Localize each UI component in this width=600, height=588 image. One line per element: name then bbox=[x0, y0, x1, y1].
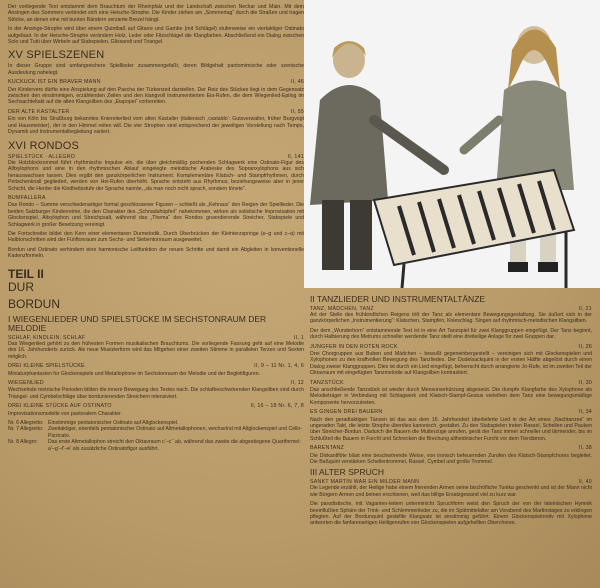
item-text: Drei Chorgruppen aus Buben und Mädchen – bewußt gegeneinbergestellt – vereinigen sich mit Glockenspielen und Xylophonen zu den kraftvollen Bewegung des Tanzliedes. Der Dudelsackquint in der ersten Hälfte abgelöst durch einen Dialog zweier Klanggruppen. Dies ist durch ein Lied eingefügt, beherrscht durch arrangierte Jo-Rufe, ist im zweiten Teil der Oktavraum mit eingefügten Tanzmelodie auf Klangsilben kontrastiert. bbox=[310, 350, 592, 377]
intro-paragraph-2: In der Ansinge-Strophe wird über einem Quintbaß auf Gitarre und Gambe (mit Schlägel) stufenweise ein viertaktiger Ostinato aufgebaut. In der Heische-Strophe verändern Holz, Leder oder Fitzschlägel die Klangfarben. Abschließend ein Dialog zwischen Solo und Tutti über Wirbeln auf Stabspielen, Glissandi und Triangel. bbox=[8, 26, 304, 46]
item-number: II, 21 bbox=[578, 305, 592, 312]
section-title-iii: III ALTER SPRUCH bbox=[310, 467, 384, 478]
item-number: II, 38 bbox=[578, 445, 592, 452]
item-heading bbox=[310, 344, 592, 350]
item-number: II, 12 bbox=[290, 380, 304, 387]
item-heading bbox=[310, 409, 592, 415]
row-key: Nr. 7 Allegretto: bbox=[8, 426, 44, 433]
right-column bbox=[310, 292, 592, 530]
section-iii-paragraph-1: Die Legende erzählt, der Heilige habe einem frierenden Armen seine bischöfliche Tunika geschenkt und ist der Mann nicht wie Bürgern Armen und beinen erschienen, weil das billige Ersatzgewand viel zu kurz war. bbox=[310, 485, 592, 498]
item-text: Der Kindervers dürfte eine Anspielung auf den Pascha der Türkenzeit darstellen. Der Reiz des Stückes liegt in dem Gegensatz zwischen den einstimmigen, erzählenden Zeilen und den klangvoll instrumentierten Eia-Rufen, die dem Wiegenlied-Epilog im Sechsachteltakt auf die alten Klangsilben des „Eiapopei“ vorbereiten. bbox=[8, 86, 304, 106]
item-number: II, 9 – 11 Nr. 1, 4, 6 bbox=[254, 363, 304, 370]
item-text: Nach den geradtaktigen Tänzen ist das aus dem 16. Jahrhundert überlieferte Lied in der Art eines „Nachtanzes“ im ungeraden Takt, die letzte Strophe überdies kanonisch, gestaltet. Zu den Stabspielen treten Rassel, Schellen und Pauken über Streicher-Bordun. Dadurch die Bauern die Mutterzüge anrufen, gerät der Tanz immer schneller und lärmender, bis im Schlußteil die Bauern in Furcht und Schrecken die Brechung altheidnischer Furcht vor dem Tierdämon. bbox=[310, 416, 592, 442]
item-text: Die Diskantflöte bläst eine beschwörende Weise, von ironisch befeuernden Zurufen des Klatsch-Stampfchores begleitet. Die Baßquint verstärken Schellentrommel, Rassel, Cymbel und große Trommel. bbox=[310, 452, 592, 466]
item-heading bbox=[8, 195, 304, 201]
item-text: Ein von Köln bis Straßburg bekanntes Kniereiterlied vom alten Kastaller (italienisch ‚castaldo‘: Gutsverwalter, früher Burgvogt und Hausmeister), der in den Himmel reiten will. Die vier Strophen sind entsprechend der jeweiligen Vorstellung nach Tempo, Dynamik und Instrumentalbegleitung variiert. bbox=[8, 116, 304, 136]
item-number: II, 55 bbox=[290, 108, 304, 115]
item-heading bbox=[8, 109, 304, 115]
row-key: Nr. 6 Allegretto: bbox=[8, 420, 44, 427]
item-heading bbox=[310, 445, 592, 451]
item-title: JUNGFER IN DEN ROTEN ROCK bbox=[310, 343, 398, 350]
photo-illustration bbox=[304, 0, 600, 288]
item-text: Wechselnde metrische Perioden bilden die innere Bewegung des Textes nach. Die schlafbeschwörenden Klangsilben sind durch Triangel- und Cymbelschläge über bordunierenden Streichern intensiviert. bbox=[8, 387, 304, 400]
item-number: II, 30 bbox=[578, 379, 592, 386]
item-number: II, 1 bbox=[293, 334, 304, 341]
row-value: Einstimmige pentatonischer Ostinato auf Altglockenspiel. bbox=[48, 420, 179, 427]
list-item bbox=[8, 439, 304, 452]
item-title: DER ALTE KASTALTER bbox=[8, 108, 70, 115]
list-item bbox=[8, 426, 304, 439]
section-ii-paragraph-1: Art der Stelle des frühkindlichen Reigens tritt der Tanz als elementare Bewegungsgestaltung. Sie äußert sich in der ganzkörperlichen „Instrumentierung“: Klatschen, Stampfen, Knieschlag. Singen auf rhythmisch-melodischen Klangsilben. bbox=[310, 311, 592, 325]
item-title: KUCKUCK IST EIN BRAVER MANN bbox=[8, 79, 101, 86]
item-title: SANKT MARTIN WAR EIN MILDER MANN bbox=[310, 478, 420, 485]
item-number: II, 40 bbox=[578, 478, 592, 485]
item-heading bbox=[8, 380, 304, 386]
section-i-paragraph-1: Das Wiegenlied gehört zu den frühesten Formen musikalischen Brauchtums. Die vorliegende Fassung geht auf eine Melodie des 16. Jahrhunderts zurück. Als neue Musizierform wird das Mitgehen einer zweiten Stimme in parallelen Terzen und Sexten möglich. bbox=[8, 341, 304, 360]
item-title: WIEGENLIED bbox=[8, 380, 44, 387]
item-title: BARENTANZ bbox=[310, 445, 345, 452]
section-xvi-paragraph-1: Die Holzblockrommel führt rhythmische Impulse ein, die über gleichmäßig pochenden Schlagwerk eine Ostinato-Figur des Alltxylophons und eine in den rhythmischen Ablauf eingelegte melodische Arabeske des Sopranxylophons aus sich herauswachsen lassen. Dies ergibt den ganzkörperlichen Instrument. Komplementäre Klatsch- und Stampfrhythmen, durch Peitschenknall gegliedert, werden von Hei-Rufen überhöht. Sprache entsteht aus Rhythmus; beziehungsweise aber in jener Schicht, die Herder die Kindheitsstufe der Sprache nannte, „da man noch nicht sprach, sondern tönete“. bbox=[8, 159, 304, 192]
item-title: TANZSTÜCK bbox=[310, 379, 344, 386]
item-text: Miniaturphantasien für Glockenspiele und Metallophone im Sechstonraum der Melodie und der Begleitfiguren. bbox=[8, 370, 261, 377]
item-heading bbox=[8, 363, 304, 369]
item-title: BUMFALLERA bbox=[8, 194, 46, 201]
item-title: DREI KLEINE STÜCKE AUF OSTINATO bbox=[8, 403, 112, 410]
item-text: Das anschließende Tanzstück ist wieder durch Mensurverkürzung abgesetzt. Die dumpfe Klangfarbe des Xylophone als Melodieträger in Verbindung mit Schlagwerk und Klatsch-Stampf-Gestus verleihen dem Tanz eine bewegungsmäßige Komponente hervorzutreten. bbox=[310, 386, 592, 406]
section-xvi-paragraph-3: Die Fortschreibe bildet den Kern einer elementaren Durmelodik. Durch Überbrücken der Kleinterzspringe (e–g und c–a) mit Halbtonschritten wird der Fünftonraum zum Sechs- und Siebentonraum ausgeweitet. bbox=[8, 230, 304, 244]
item-number: II, 16 – 18 Nr. 6, 7, 8 bbox=[250, 403, 304, 410]
row-value: Das erste Altmetallophon streicht den Oktavraum c‘–c‘‘ ab, während das zweite die abgestiegene Quartformel: a‘–g‘–f‘–e‘ als zusätzliche Ostinatofigur ausführt. bbox=[48, 439, 301, 452]
photo-children-xylophone bbox=[304, 0, 600, 288]
section-title-ii: II TANZLIEDER UND INSTRUMENTALTÄNZE bbox=[310, 294, 486, 304]
section-ii-paragraph-2: Der dem „Wunderhorn“ entstammende Text ist in eine Art Tanzspiel für zwei Klanggruppen eingefügt. Der Tanz beginnt, durch Halbierung des Metrums schneller werdende Tanz steilt eine dreiteilige Anlage für zwei Gruppen dar. bbox=[310, 327, 592, 341]
left-column bbox=[8, 4, 304, 452]
section-title-xv: XV SPIELSZENEN bbox=[8, 49, 105, 62]
row-value: Zweitaktiger, ebenfalls pentatonischer Ostinato auf Altmetallophonen, wechselnd mit Altglockenspiel und Cello-Pizzicato. bbox=[48, 426, 303, 439]
item-title: TANZ, MÄDCHEN, TANZ bbox=[310, 305, 374, 312]
item-title: SCHLAF, KINDLEIN, SCHLAF bbox=[8, 334, 86, 341]
item-title: ES GINGEN DREI BAUERN bbox=[310, 409, 383, 416]
item-text: Improvisationsmodelle von pastoralem Charakter. bbox=[8, 410, 122, 417]
section-xvi-paragraph-2: Das Rondo – Summe verschiedenartiger formal geschlossener Figuren – schließt als „Kehraus“ den Reigen der Spiellieder. Die beiden Salzburger Kinderreime, die den Charakter des „Schnadahüpferl“ nahekommen, wirken als solistische Improvisation mit Glockenspiel, Altxylophon und Streichpsalt, während das „Thema“ des Rondos gruendierende Streicher, Stabspiele und Schlagwerk in großer Besetzung vereinigt. bbox=[8, 202, 304, 228]
intro-paragraph-1: Der vorliegende Text entstammt dem Brauchtum der Rheinpfalz und der Landschaft zwischen Neckar und Main. Mit dem Ansingen des Sommers verbindet sich eine Heische-Strophe. Die Kinder ziehen am „Sommertag“ durch die Straßen und tragen Stöcke, an denen eine mit bunten Bändern verzierte Brezel hängt. bbox=[8, 4, 304, 23]
item-heading bbox=[8, 79, 304, 85]
part-subtitle-1: DUR bbox=[8, 279, 34, 294]
section-iii-paragraph-2: Die parodistische, mit Vaganten-leitem unterminicht Spruchform weist den Spruch der von der lateinischen Hymnik beeinflußten Sphäre der Trink- und Schlemmerlieder zu, die im Spätmittelalter am Vorabend des Martinstages zu erklingen pflegten. Auf der Bordunquint gestellte Klangsatz ist einstimmig geführt. Einem Glockenspielmotiv mit Xylophone antworten die fanfarenartigen Heiligenrufen von Glockenspielen aufgehellten Oberchores. bbox=[310, 501, 592, 527]
item-heading bbox=[8, 403, 304, 409]
item-number: II, 26 bbox=[578, 343, 592, 350]
item-number: II, 34 bbox=[578, 409, 592, 416]
section-title-xvi: XVI RONDOS bbox=[8, 139, 80, 152]
item-title: SPIELSTÜCK · ALLEGRO bbox=[8, 153, 76, 160]
section-title-i: I WIEGENLIEDER UND SPIELSTÜCKE IM SECHSTONRAUM DER MELODIE bbox=[8, 313, 267, 334]
section-xvi-paragraph-4: Bordun und Ostinato verhindern eine harmonische Leitfunktion der neuen Schritte und damit ein Abgleiten in konventionelle Kadenzformeln. bbox=[8, 246, 304, 260]
row-key: Nr. 8 Allegro: bbox=[8, 439, 38, 446]
item-number: II, 46 bbox=[290, 79, 304, 86]
part-title: TEIL II bbox=[8, 266, 44, 281]
item-title: DREI KLEINE SPIELSTÜCKE bbox=[8, 363, 85, 370]
item-heading bbox=[310, 380, 592, 386]
section-xv-intro: In dieser Gruppe sind umfangreichere Spiellieder zusammengefaßt, deren Bildgehalt pantomimische oder szenische Ausdeutung nahelegt. bbox=[8, 63, 304, 76]
item-number: II, 141 bbox=[287, 153, 304, 160]
part-subtitle-2: BORDUN bbox=[8, 296, 61, 311]
